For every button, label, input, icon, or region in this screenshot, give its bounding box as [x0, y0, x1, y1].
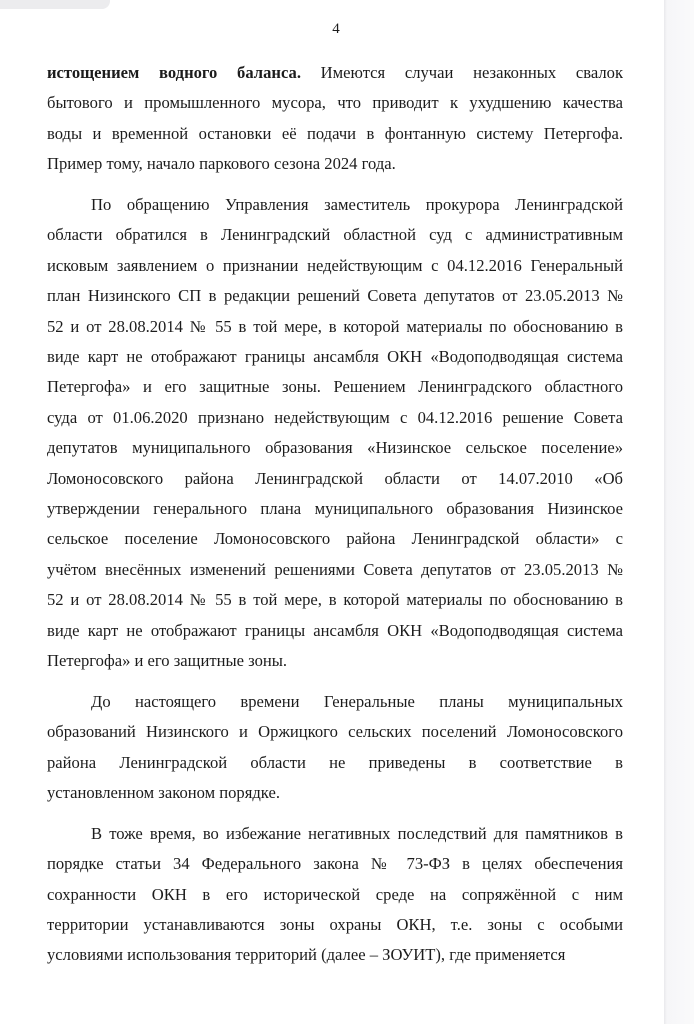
- text-line: [47, 433, 623, 463]
- text-line: [47, 190, 623, 220]
- line-text: виде карт не отображают границы ансамбля ОКН «Водоподводящая система: [47, 347, 623, 367]
- text-line: [47, 251, 623, 281]
- text-line: [47, 819, 623, 849]
- text-line: [47, 281, 623, 311]
- text-line: [47, 778, 623, 808]
- text-line: [47, 372, 623, 402]
- paragraph: [47, 58, 623, 180]
- line-text: воды и временной остановки её подачи в фонтанную систему Петергофа.: [47, 123, 623, 143]
- text-line: [47, 880, 623, 910]
- text-line: [47, 119, 623, 149]
- line-text: территории устанавливаются зоны охраны ОКН, т.е. зоны с особыми: [47, 915, 623, 935]
- line-text: 52 и от 28.08.2014 № 55 в той мере, в которой материалы по обоснованию в: [47, 316, 623, 336]
- text-line: [47, 342, 623, 372]
- text-line: [47, 494, 623, 524]
- text-line: [47, 585, 623, 615]
- line-text: Ломоносовского района Ленинградской области от 14.07.2010 «Об: [47, 468, 623, 488]
- line-text: установленном законом порядке.: [47, 782, 280, 802]
- text-line: [47, 58, 623, 88]
- text-line: [47, 616, 623, 646]
- scan-corner-shadow: [0, 0, 110, 9]
- line-text: 52 и от 28.08.2014 № 55 в той мере, в которой материалы по обоснованию в: [47, 590, 623, 610]
- line-text: До настоящего времени Генеральные планы муниципальных: [91, 691, 623, 711]
- line-text: Пример тому, начало паркового сезона 2024 года.: [47, 154, 396, 174]
- text-line: [47, 403, 623, 433]
- text-line: [47, 687, 623, 717]
- text-line: [47, 717, 623, 747]
- line-text: Имеются случаи незаконных свалок: [300, 63, 623, 82]
- line-text: план Низинского СП в редакции решений Совета депутатов от 23.05.2013 №: [47, 286, 623, 306]
- line-text: виде карт не отображают границы ансамбля ОКН «Водоподводящая система: [47, 620, 623, 640]
- line-text: Петергофа» и его защитные зоны. Решением Ленинградского областного: [47, 377, 623, 397]
- line-text: депутатов муниципального образования «Низинское сельское поселение»: [47, 438, 623, 458]
- line-text: исковым заявлением о признании недействующим с 04.12.2016 Генеральный: [47, 255, 623, 275]
- line-text: области обратился в Ленинградский областной суд с административным: [47, 225, 623, 245]
- line-text: По обращению Управления заместитель прокурора Ленинградской: [91, 195, 623, 215]
- text-line: [47, 849, 623, 879]
- text-line: [47, 88, 623, 118]
- line-text: сохранности ОКН в его исторической среде на сопряжённой с ним: [47, 884, 623, 904]
- text-line: [47, 646, 623, 676]
- line-text: района Ленинградской области не приведены в соответствие в: [47, 752, 623, 772]
- text-line: [47, 555, 623, 585]
- line-text: суда от 01.06.2020 признано недействующим с 04.12.2016 решение Совета: [47, 407, 623, 427]
- line-text: порядке статьи 34 Федерального закона № 73-ФЗ в целях обеспечения: [47, 854, 623, 874]
- text-line: [47, 220, 623, 250]
- line-text: сельское поселение Ломоносовского района Ленинградской области» с: [47, 529, 623, 549]
- paragraph: [47, 687, 623, 809]
- paragraph: [47, 190, 623, 676]
- line-text: В тоже время, во избежание негативных последствий для памятников в: [91, 823, 623, 843]
- text-line: [47, 940, 623, 970]
- line-text: учётом внесённых изменений решениями Совета депутатов от 23.05.2013 №: [47, 559, 623, 579]
- line-text: бытового и промышленного мусора, что приводит к ухудшению качества: [47, 93, 623, 113]
- text-line: [47, 910, 623, 940]
- page-number: 4: [332, 21, 340, 37]
- bold-text: истощением водного баланса.: [47, 63, 301, 82]
- text-line: [47, 524, 623, 554]
- text-line: [47, 312, 623, 342]
- line-text: условиями использования территорий (далее – ЗОУИТ), где применяется: [47, 945, 566, 965]
- page-edge-shadow: [664, 0, 694, 1024]
- document-body: [47, 58, 623, 981]
- line-text: образований Низинского и Оржицкого сельских поселений Ломоносовского: [47, 722, 623, 742]
- line-text: утверждении генерального плана муниципального образования Низинское: [47, 498, 623, 518]
- text-line: [47, 748, 623, 778]
- text-line: [47, 464, 623, 494]
- paragraph: [47, 819, 623, 971]
- text-line: [47, 149, 623, 179]
- line-text: Петергофа» и его защитные зоны.: [47, 650, 288, 670]
